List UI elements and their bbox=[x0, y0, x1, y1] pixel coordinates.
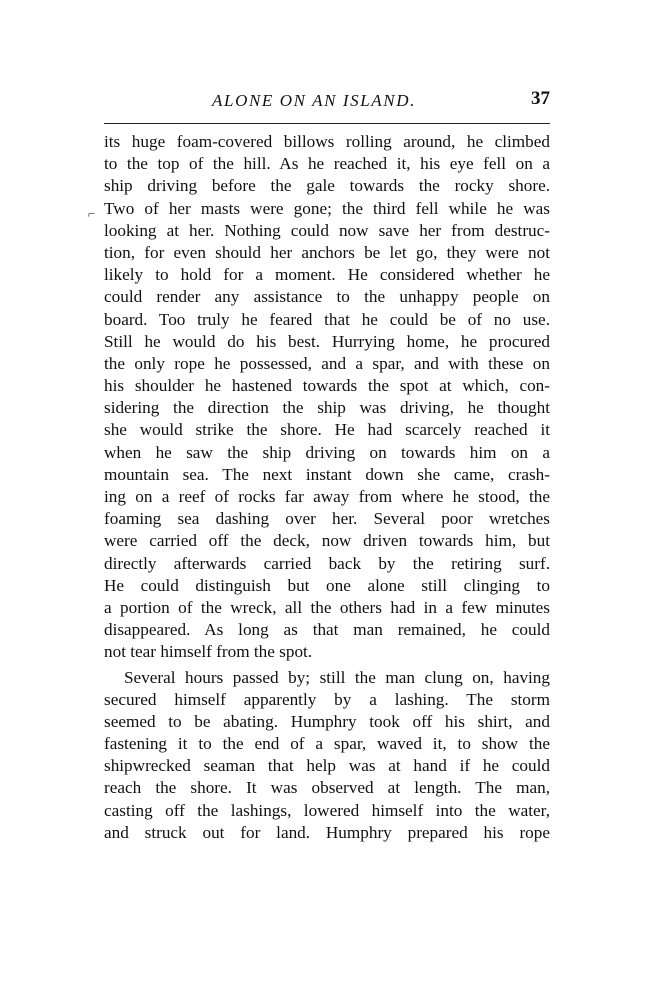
text-line: not tear himself from the spot. bbox=[104, 642, 313, 662]
running-title: ALONE ON AN ISLAND. bbox=[212, 91, 416, 110]
text-line: its huge foam-covered billows rolling around, he climbed bbox=[104, 132, 550, 151]
text-line: directly afterwards carried back by the retiring surf. bbox=[104, 553, 550, 573]
text-line: the only rope he possessed, and a spar, and with these on bbox=[104, 353, 550, 373]
paragraph-2 bbox=[104, 667, 550, 845]
paragraph-1 bbox=[104, 131, 550, 664]
text-line: casting off the lashings, lowered himself into the water, bbox=[104, 800, 550, 820]
page-number: 37 bbox=[531, 88, 550, 109]
text-line: ship driving before the gale towards the rocky shore. bbox=[104, 176, 550, 196]
running-header bbox=[104, 88, 550, 118]
body-text bbox=[104, 131, 550, 844]
text-line: disappeared. As long as that man remained, he could bbox=[104, 620, 550, 640]
text-line: He could distinguish but one alone still clinging to bbox=[104, 575, 550, 595]
text-line: were carried off the deck, now driven towards him, but bbox=[104, 531, 550, 551]
text-line: Several hours passed by; still the man clung on, having bbox=[124, 667, 550, 687]
text-line: and struck out for land. Humphry prepared his rope bbox=[104, 822, 550, 842]
text-line: mountain sea. The next instant down she came, crash- bbox=[104, 464, 550, 484]
text-line: to the top of the hill. As he reached it, his eye fell on a bbox=[104, 154, 550, 174]
text-line: shipwrecked seaman that help was at hand if he could bbox=[104, 756, 550, 776]
text-line: could render any assistance to the unhappy people on bbox=[104, 287, 550, 307]
text-line: Two of her masts were gone; the third fell while he was bbox=[104, 198, 550, 218]
text-line: foaming sea dashing over her. Several poor wretches bbox=[104, 509, 550, 529]
text-line: tion, for even should her anchors be let go, they were not bbox=[104, 242, 550, 262]
text-line: his shoulder he hastened towards the spot at which, con- bbox=[104, 376, 550, 396]
text-line: looking at her. Nothing could now save her from destruc- bbox=[104, 220, 550, 240]
text-line: sidering the direction the ship was driving, he thought bbox=[104, 398, 550, 418]
text-line: she would strike the shore. He had scarcely reached it bbox=[104, 420, 550, 440]
text-line: seemed to be abating. Humphry took off his shirt, and bbox=[104, 711, 550, 731]
text-line: board. Too truly he feared that he could be of no use. bbox=[104, 309, 550, 329]
text-line: ing on a reef of rocks far away from where he stood, the bbox=[104, 487, 550, 506]
text-line: a portion of the wreck, all the others had in a few minutes bbox=[104, 597, 550, 617]
text-line: when he saw the ship driving on towards him on a bbox=[104, 442, 550, 462]
text-line: secured himself apparently by a lashing. The storm bbox=[104, 689, 550, 709]
margin-mark: ⌐ bbox=[88, 206, 96, 221]
text-line: likely to hold for a moment. He considered whether he bbox=[104, 265, 550, 285]
text-line: reach the shore. It was observed at length. The man, bbox=[104, 778, 550, 798]
text-line: Still he would do his best. Hurrying home, he procured bbox=[104, 331, 550, 351]
header-rule bbox=[104, 123, 550, 124]
text-line: fastening it to the end of a spar, waved it, to show the bbox=[104, 734, 550, 754]
